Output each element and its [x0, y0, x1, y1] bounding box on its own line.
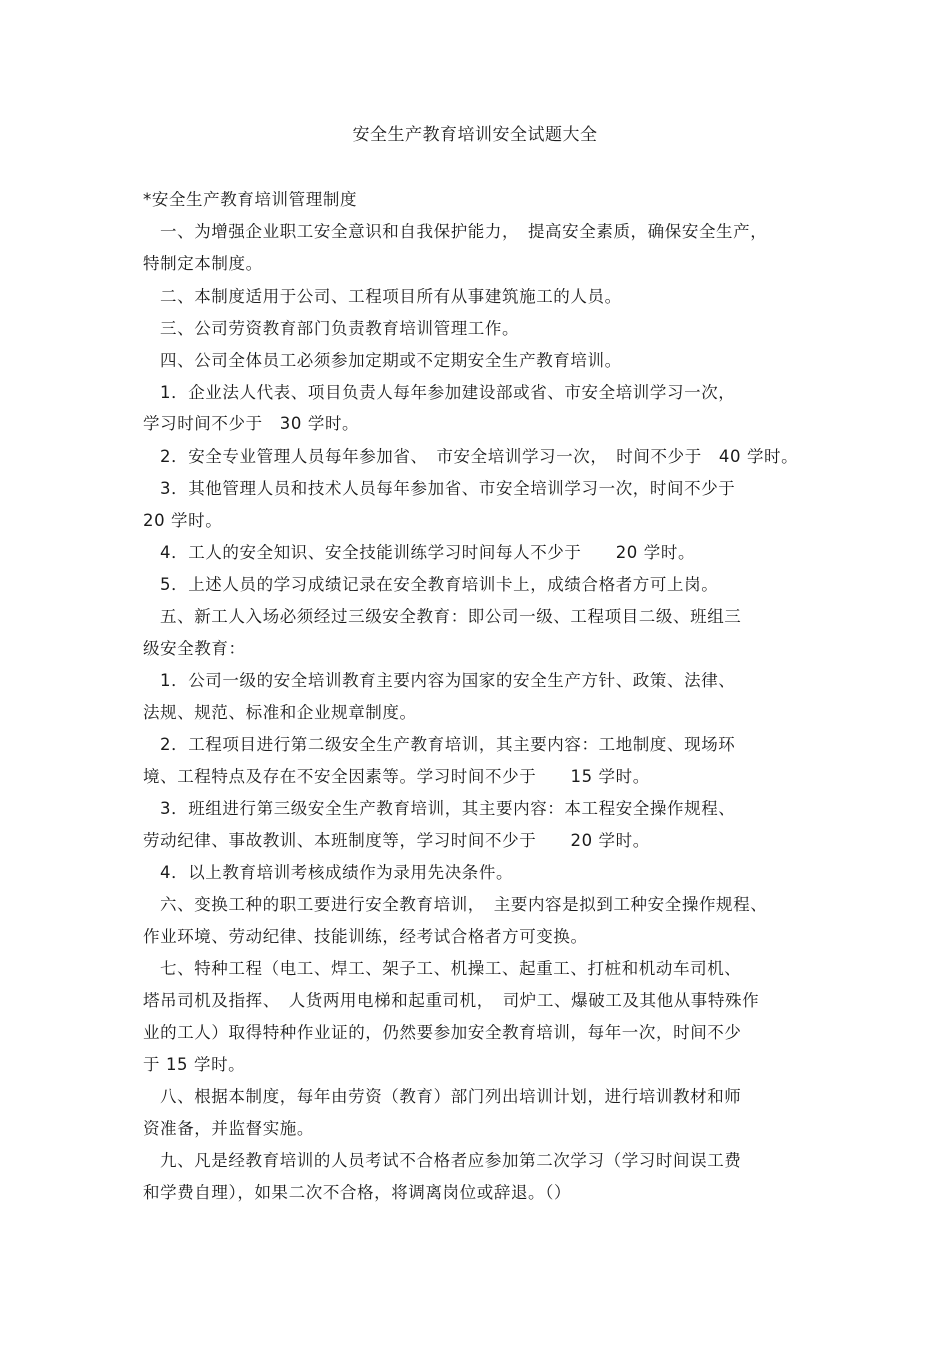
paragraph-line: 1．企业法人代表、项目负责人每年参加建设部或省、市安全培训学习一次， [160, 383, 736, 402]
paragraph-line: 特制定本制度。 [143, 254, 263, 273]
paragraph-line: 1．公司一级的安全培训教育主要内容为国家的安全生产方针、政策、法律、 [160, 671, 736, 690]
section-heading: *安全生产教育培训管理制度 [143, 190, 358, 209]
paragraph-line: 境、工程特点及存在不安全因素等。学习时间不少于 15 学时。 [143, 767, 650, 786]
paragraph-line: 六、变换工种的职工要进行安全教育培训， 主要内容是拟到工种安全操作规程、 [160, 895, 768, 914]
paragraph-line: 五、新工人入场必须经过三级安全教育：即公司一级、工程项目二级、班组三 [160, 607, 742, 626]
paragraph-line: 资准备，并监督实施。 [143, 1119, 314, 1138]
paragraph-line: 八、根据本制度，每年由劳资（教育）部门列出培训计划，进行培训教材和师 [160, 1087, 742, 1106]
paragraph-line: 三、公司劳资教育部门负责教育培训管理工作。 [160, 319, 520, 338]
paragraph-line: 塔吊司机及指挥、 人货两用电梯和起重司机， 司炉工、爆破工及其他从事特殊作 [143, 991, 760, 1010]
paragraph-line: 3．班组进行第三级安全生产教育培训，其主要内容：本工程安全操作规程、 [160, 799, 736, 818]
paragraph-line: 法规、规范、标准和企业规章制度。 [143, 703, 417, 722]
paragraph-line: 一、为增强企业职工安全意识和自我保护能力， 提高安全素质，确保安全生产， [160, 222, 768, 241]
paragraph-line: 劳动纪律、事故教训、本班制度等，学习时间不少于 20 学时。 [143, 831, 650, 850]
paragraph-line: 2．安全专业管理人员每年参加省、 市安全培训学习一次， 时间不少于 40 学时。 [160, 447, 799, 466]
paragraph-line: 4．工人的安全知识、安全技能训练学习时间每人不少于 20 学时。 [160, 543, 696, 562]
paragraph-line: 学习时间不少于 30 学时。 [143, 414, 360, 433]
paragraph-line: 四、公司全体员工必须参加定期或不定期安全生产教育培训。 [160, 351, 622, 370]
paragraph-line: 20 学时。 [143, 511, 223, 530]
paragraph-line: 九、凡是经教育培训的人员考试不合格者应参加第二次学习（学习时间误工费 [160, 1151, 742, 1170]
paragraph-line: 和学费自理），如果二次不合格，将调离岗位或辞退。（） [143, 1183, 572, 1202]
paragraph-line: 3．其他管理人员和技术人员每年参加省、市安全培训学习一次，时间不少于 [160, 479, 736, 498]
paragraph-line: 于 15 学时。 [143, 1055, 246, 1074]
paragraph-line: 4．以上教育培训考核成绩作为录用先决条件。 [160, 863, 514, 882]
document-title: 安全生产教育培训安全试题大全 [352, 125, 598, 145]
paragraph-line: 二、本制度适用于公司、工程项目所有从事建筑施工的人员。 [160, 287, 622, 306]
paragraph-line: 级安全教育： [143, 639, 246, 658]
paragraph-line: 5．上述人员的学习成绩记录在安全教育培训卡上，成绩合格者方可上岗。 [160, 575, 719, 594]
paragraph-line: 业的工人）取得特种作业证的，仍然要参加安全教育培训，每年一次，时间不少 [143, 1023, 742, 1042]
paragraph-line: 作业环境、劳动纪律、技能训练，经考试合格者方可变换。 [143, 927, 588, 946]
paragraph-line: 七、特种工程（电工、焊工、架子工、机操工、起重工、打桩和机动车司机、 [160, 959, 742, 978]
paragraph-line: 2．工程项目进行第二级安全生产教育培训，其主要内容：工地制度、现场环 [160, 735, 736, 754]
